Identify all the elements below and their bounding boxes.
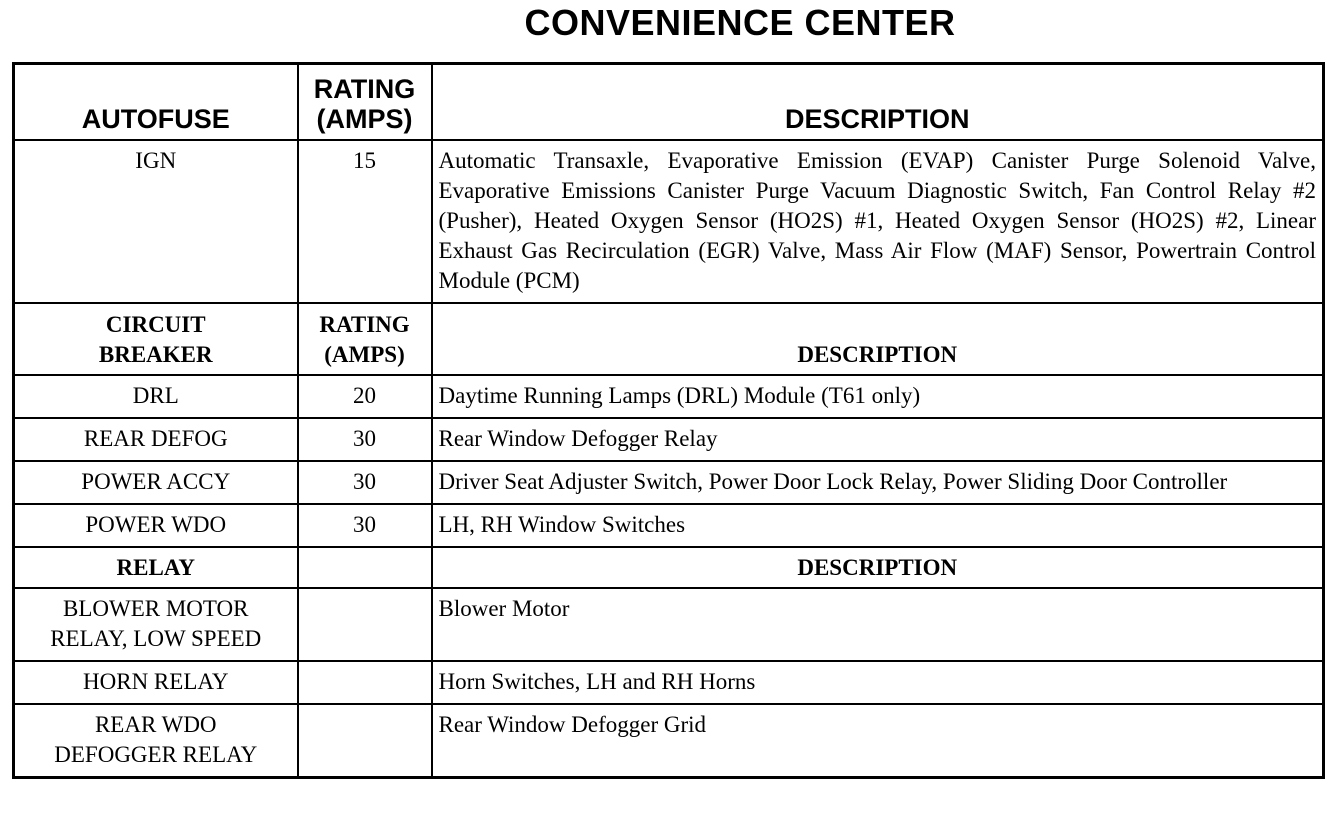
breaker-rating: 20 (298, 375, 432, 418)
rating-header-line2: (AMPS) (316, 103, 413, 134)
relay-name-line1: REAR WDO (94, 711, 217, 737)
breaker-name: POWER WDO (14, 504, 298, 547)
breaker-header-row (14, 303, 1324, 375)
fuse-rating: 15 (298, 140, 432, 303)
relay-name-line2: RELAY, LOW SPEED (50, 625, 262, 651)
breaker-rating: 30 (298, 461, 432, 504)
relay-name (14, 661, 298, 704)
relay-name-line1: HORN RELAY (83, 668, 229, 694)
breaker-rating: 30 (298, 418, 432, 461)
table-row (14, 588, 1324, 661)
breaker-name: REAR DEFOG (14, 418, 298, 461)
breaker-header (14, 303, 298, 375)
autofuse-header: AUTOFUSE (14, 64, 298, 140)
table-row (14, 461, 1324, 504)
table-row (14, 375, 1324, 418)
breaker-name: DRL (14, 375, 298, 418)
autofuse-header-row (14, 64, 1324, 140)
relay-rating (298, 704, 432, 778)
breaker-description: LH, RH Window Switches (432, 504, 1324, 547)
relay-rating (298, 588, 432, 661)
convenience-center-table (12, 62, 1325, 779)
breaker-description-header: DESCRIPTION (432, 303, 1324, 375)
breaker-rating-header (298, 303, 432, 375)
breaker-rating: 30 (298, 504, 432, 547)
breaker-header-line2: BREAKER (98, 341, 213, 367)
breaker-description: Rear Window Defogger Relay (432, 418, 1324, 461)
relay-description: Horn Switches, LH and RH Horns (432, 661, 1324, 704)
rating-header-line1: RATING (313, 73, 416, 104)
rating-header-line1: RATING (319, 311, 410, 337)
page-title: CONVENIENCE CENTER (524, 2, 956, 43)
autofuse-rating-header (298, 64, 432, 140)
relay-name-line2: DEFOGGER RELAY (54, 741, 258, 767)
table-row (14, 704, 1324, 778)
relay-header-row (14, 547, 1324, 588)
relay-rating (298, 661, 432, 704)
relay-name-line1: BLOWER MOTOR (63, 595, 249, 621)
table-row (14, 140, 1324, 303)
breaker-description: Driver Seat Adjuster Switch, Power Door Lock Relay, Power Sliding Door Controller (432, 461, 1324, 504)
relay-description: Rear Window Defogger Grid (432, 704, 1324, 778)
breaker-name: POWER ACCY (14, 461, 298, 504)
relay-rating-header (298, 547, 432, 588)
autofuse-description-header: DESCRIPTION (432, 64, 1324, 140)
breaker-description: Daytime Running Lamps (DRL) Module (T61 only) (432, 375, 1324, 418)
table-row (14, 418, 1324, 461)
table-row (14, 504, 1324, 547)
relay-header: RELAY (14, 547, 298, 588)
breaker-header-line1: CIRCUIT (105, 311, 206, 337)
relay-description-header: DESCRIPTION (432, 547, 1324, 588)
fuse-description: Automatic Transaxle, Evaporative Emission (EVAP) Canister Purge Solenoid Valve, Evaporative Emissions Canister Purge Vacuum Diagnostic Switch, Fan Control Relay #2 (Pusher), Heated Oxygen Sensor (HO2S) #1, Heated Oxygen Sensor (HO2S) #2, Linear Exhaust Gas Recirculation (EGR) Valve, Mass Air Flow (MAF) Sensor, Powertrain Control Module (PCM) (432, 140, 1324, 303)
relay-description: Blower Motor (432, 588, 1324, 661)
rating-header-line2: (AMPS) (324, 341, 405, 367)
fuse-name: IGN (14, 140, 298, 303)
relay-name (14, 588, 298, 661)
table-row (14, 661, 1324, 704)
relay-name (14, 704, 298, 778)
